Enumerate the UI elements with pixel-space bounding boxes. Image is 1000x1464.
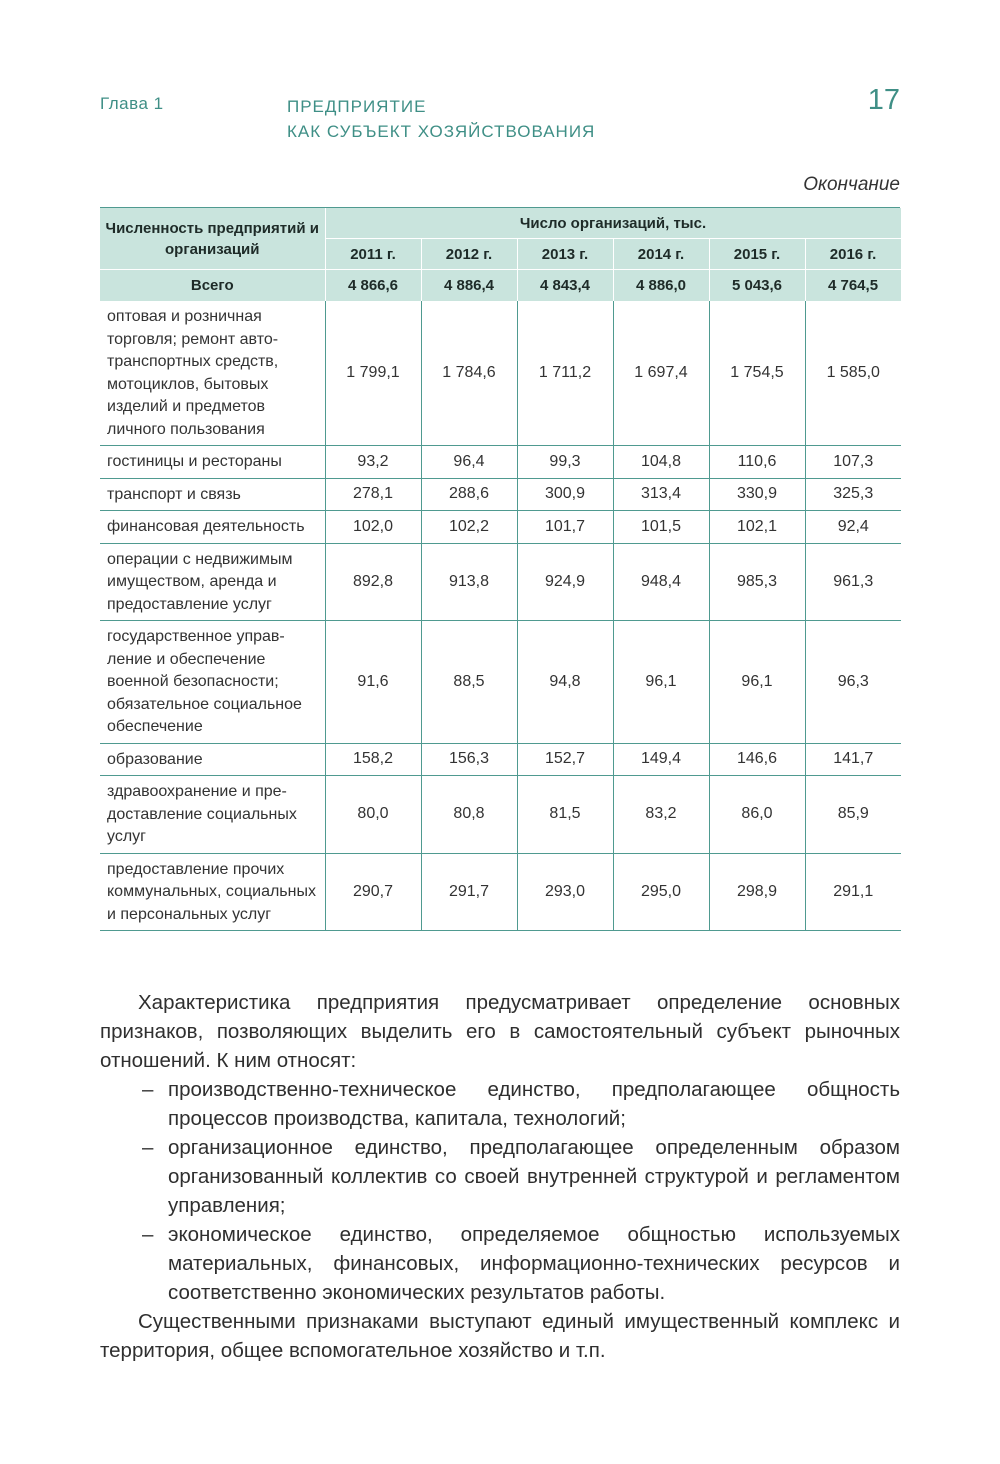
- feature-list: [100, 1075, 900, 1307]
- row-value: 158,2: [325, 743, 421, 776]
- total-row: [100, 270, 901, 302]
- row-value: 83,2: [613, 776, 709, 854]
- year-header: 2015 г.: [709, 239, 805, 270]
- row-value: 1 697,4: [613, 301, 709, 446]
- row-value: 102,2: [421, 511, 517, 544]
- total-value: 4 843,4: [517, 270, 613, 302]
- list-item: [100, 1075, 900, 1133]
- table-caption: Окончание: [803, 174, 900, 195]
- row-value: 92,4: [805, 511, 901, 544]
- page-header: [100, 84, 900, 148]
- row-value: 146,6: [709, 743, 805, 776]
- total-value: 4 886,0: [613, 270, 709, 302]
- row-value: 96,1: [709, 621, 805, 744]
- chapter-title-line-1: ПРЕДПРИЯТИЕ: [287, 97, 427, 116]
- row-value: 1 784,6: [421, 301, 517, 446]
- row-value: 278,1: [325, 478, 421, 511]
- row-value: 96,3: [805, 621, 901, 744]
- row-value: 80,0: [325, 776, 421, 854]
- total-value: 5 043,6: [709, 270, 805, 302]
- row-label: государственное управление и обеспечение военной безопасности; обязательное социальное обеспечение: [100, 621, 325, 744]
- row-value: 1 711,2: [517, 301, 613, 446]
- dash-marker: –: [142, 1078, 154, 1101]
- year-header: 2011 г.: [325, 239, 421, 270]
- row-value: 298,9: [709, 853, 805, 931]
- row-value: 88,5: [421, 621, 517, 744]
- row-value: 102,1: [709, 511, 805, 544]
- row-value: 96,1: [613, 621, 709, 744]
- group-header: Число организаций, тыс.: [325, 208, 901, 239]
- row-value: 156,3: [421, 743, 517, 776]
- row-value: 892,8: [325, 543, 421, 621]
- row-value: 152,7: [517, 743, 613, 776]
- row-value: 101,5: [613, 511, 709, 544]
- row-value: 102,0: [325, 511, 421, 544]
- dash-marker: –: [142, 1223, 154, 1246]
- table-row: [100, 446, 901, 479]
- year-header: 2014 г.: [613, 239, 709, 270]
- row-value: 91,6: [325, 621, 421, 744]
- table-row: [100, 776, 901, 854]
- table-row: [100, 301, 901, 446]
- total-value: 4 886,4: [421, 270, 517, 302]
- row-value: 1 585,0: [805, 301, 901, 446]
- list-item-text: экономическое единство, определяемое общностью используемых материальных, финансовых, информационно-технических ресурсов и соответственно экономических результатов работы.: [168, 1223, 900, 1304]
- row-value: 913,8: [421, 543, 517, 621]
- row-value: 149,4: [613, 743, 709, 776]
- row-value: 985,3: [709, 543, 805, 621]
- page-number: 17: [867, 84, 900, 116]
- closing-paragraph: Существенными признаками выступают единый имущественный комплекс и территория, общее вспомогательное хозяйство и т.п.: [100, 1310, 900, 1362]
- total-value: 4 866,6: [325, 270, 421, 302]
- row-value: 104,8: [613, 446, 709, 479]
- chapter-label: Глава 1: [100, 94, 164, 113]
- organizations-table: [100, 208, 902, 931]
- year-header: 2013 г.: [517, 239, 613, 270]
- chapter-title-line-2: КАК СУБЪЕКТ ХОЗЯЙСТВОВАНИЯ: [287, 122, 596, 141]
- body-text: [100, 988, 900, 1365]
- table-row: [100, 621, 901, 744]
- row-label: операции с недвижимым имуществом, аренда и предоставление услуг: [100, 543, 325, 621]
- year-header: 2016 г.: [805, 239, 901, 270]
- total-value: 4 764,5: [805, 270, 901, 302]
- row-value: 948,4: [613, 543, 709, 621]
- total-label: Всего: [100, 270, 325, 302]
- table-row: [100, 478, 901, 511]
- row-value: 94,8: [517, 621, 613, 744]
- row-value: 291,7: [421, 853, 517, 931]
- row-value: 96,4: [421, 446, 517, 479]
- table-row: [100, 853, 901, 931]
- list-item: [100, 1133, 900, 1220]
- row-value: 300,9: [517, 478, 613, 511]
- row-value: 961,3: [805, 543, 901, 621]
- row-value: 288,6: [421, 478, 517, 511]
- row-value: 330,9: [709, 478, 805, 511]
- row-value: 313,4: [613, 478, 709, 511]
- chapter-title: [287, 94, 595, 144]
- table-body: [100, 270, 901, 931]
- row-value: 295,0: [613, 853, 709, 931]
- row-value: 81,5: [517, 776, 613, 854]
- row-value: 86,0: [709, 776, 805, 854]
- list-item: [100, 1220, 900, 1307]
- row-label: образование: [100, 743, 325, 776]
- stub-header: Численность предприятий и организаций: [100, 208, 325, 270]
- row-value: 85,9: [805, 776, 901, 854]
- row-value: 924,9: [517, 543, 613, 621]
- row-label: здравоохранение и предоставление социальных услуг: [100, 776, 325, 854]
- row-value: 293,0: [517, 853, 613, 931]
- row-label: гостиницы и рестораны: [100, 446, 325, 479]
- row-label: предоставление прочих коммунальных, социальных и персональных услуг: [100, 853, 325, 931]
- row-value: 80,8: [421, 776, 517, 854]
- row-value: 101,7: [517, 511, 613, 544]
- row-value: 141,7: [805, 743, 901, 776]
- row-label: оптовая и розничная торговля; ремонт автотранспортных средств, мотоциклов, бытовых изделий и предметов личного пользования: [100, 301, 325, 446]
- row-label: транспорт и связь: [100, 478, 325, 511]
- row-label: финансовая деятельность: [100, 511, 325, 544]
- table-row: [100, 511, 901, 544]
- row-value: 107,3: [805, 446, 901, 479]
- table-row: [100, 543, 901, 621]
- row-value: 1 799,1: [325, 301, 421, 446]
- table-row: [100, 743, 901, 776]
- row-value: 325,3: [805, 478, 901, 511]
- list-item-text: производственно-техническое единство, предполагающее общность процессов производства, капитала, технологий;: [168, 1078, 900, 1130]
- row-value: 291,1: [805, 853, 901, 931]
- intro-paragraph: Характеристика предприятия предусматривает определение основных признаков, позволяющих выделить его в самостоятельный субъект рыночных отношений. К ним относят:: [100, 991, 900, 1072]
- list-item-text: организационное единство, предполагающее определенным образом организованный коллектив со своей внутренней структурой и регламентом управления;: [168, 1136, 900, 1217]
- row-value: 93,2: [325, 446, 421, 479]
- year-header: 2012 г.: [421, 239, 517, 270]
- row-value: 110,6: [709, 446, 805, 479]
- row-value: 99,3: [517, 446, 613, 479]
- row-value: 1 754,5: [709, 301, 805, 446]
- dash-marker: –: [142, 1136, 154, 1159]
- row-value: 290,7: [325, 853, 421, 931]
